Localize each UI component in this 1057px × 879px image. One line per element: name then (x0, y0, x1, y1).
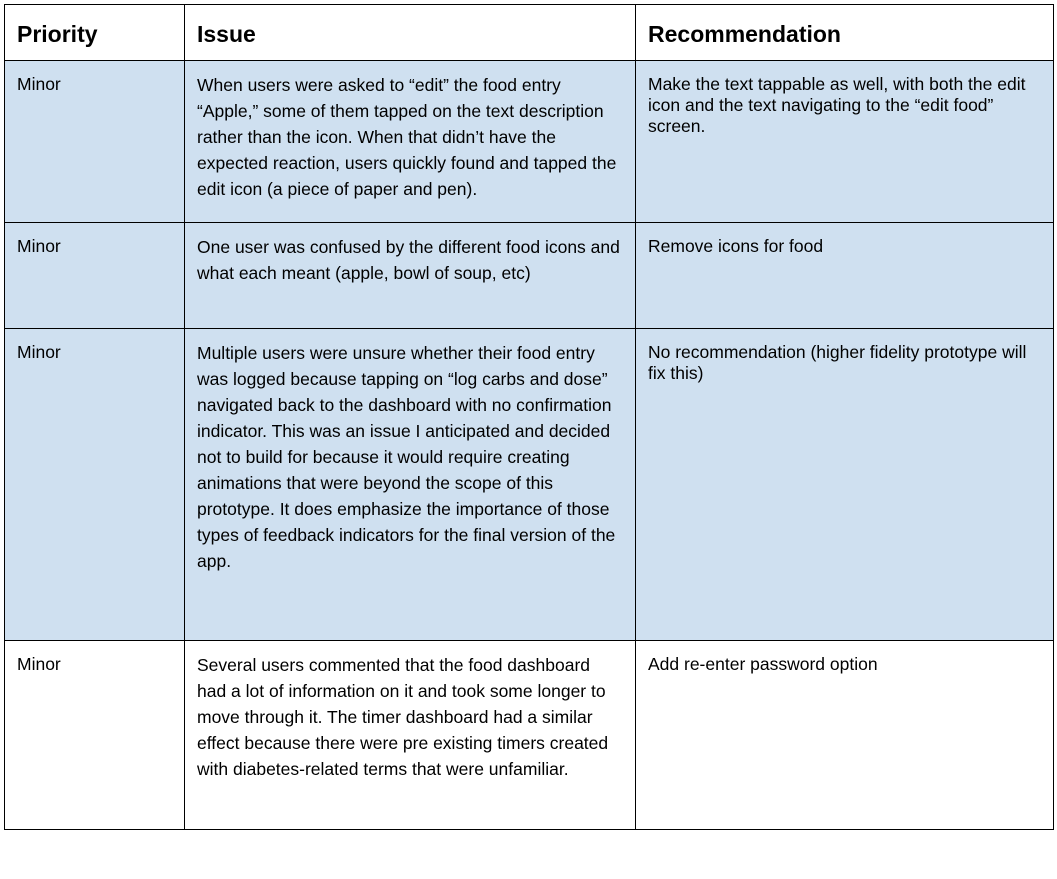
issue-cell: Several users commented that the food dashboard had a lot of information on it and took some longer to move through it. The timer dashboard had a similar effect because there were pre existing timers created with diabetes-related terms that were unfamiliar. (185, 641, 636, 830)
header-row (5, 5, 1054, 61)
priority-cell: Minor (5, 641, 185, 830)
priority-cell: Minor (5, 61, 185, 223)
issue-cell: Multiple users were unsure whether their food entry was logged because tapping on “log carbs and dose” navigated back to the dashboard with no confirmation indicator. This was an issue I anticipated and decided not to build for because it would require creating animations that were beyond the scope of this prototype. It does emphasize the importance of those types of feedback indicators for the final version of the app. (185, 329, 636, 641)
priority-cell: Minor (5, 329, 185, 641)
priority-cell: Minor (5, 223, 185, 329)
recommendation-cell: Remove icons for food (636, 223, 1054, 329)
recommendation-cell: Add re-enter password option (636, 641, 1054, 830)
usability-findings-table-wrapper (4, 4, 1053, 830)
header-recommendation: Recommendation (636, 5, 1054, 61)
header-issue: Issue (185, 5, 636, 61)
header-priority: Priority (5, 5, 185, 61)
recommendation-cell: Make the text tappable as well, with both the edit icon and the text navigating to the “edit food” screen. (636, 61, 1054, 223)
issue-cell: When users were asked to “edit” the food entry “Apple,” some of them tapped on the text description rather than the icon. When that didn’t have the expected reaction, users quickly found and tapped the edit icon (a piece of paper and pen). (185, 61, 636, 223)
table-row (5, 329, 1054, 641)
table-row (5, 223, 1054, 329)
issue-cell: One user was confused by the different food icons and what each meant (apple, bowl of soup, etc) (185, 223, 636, 329)
table-row (5, 61, 1054, 223)
recommendation-cell: No recommendation (higher fidelity prototype will fix this) (636, 329, 1054, 641)
usability-findings-table (4, 4, 1054, 830)
table-row (5, 641, 1054, 830)
